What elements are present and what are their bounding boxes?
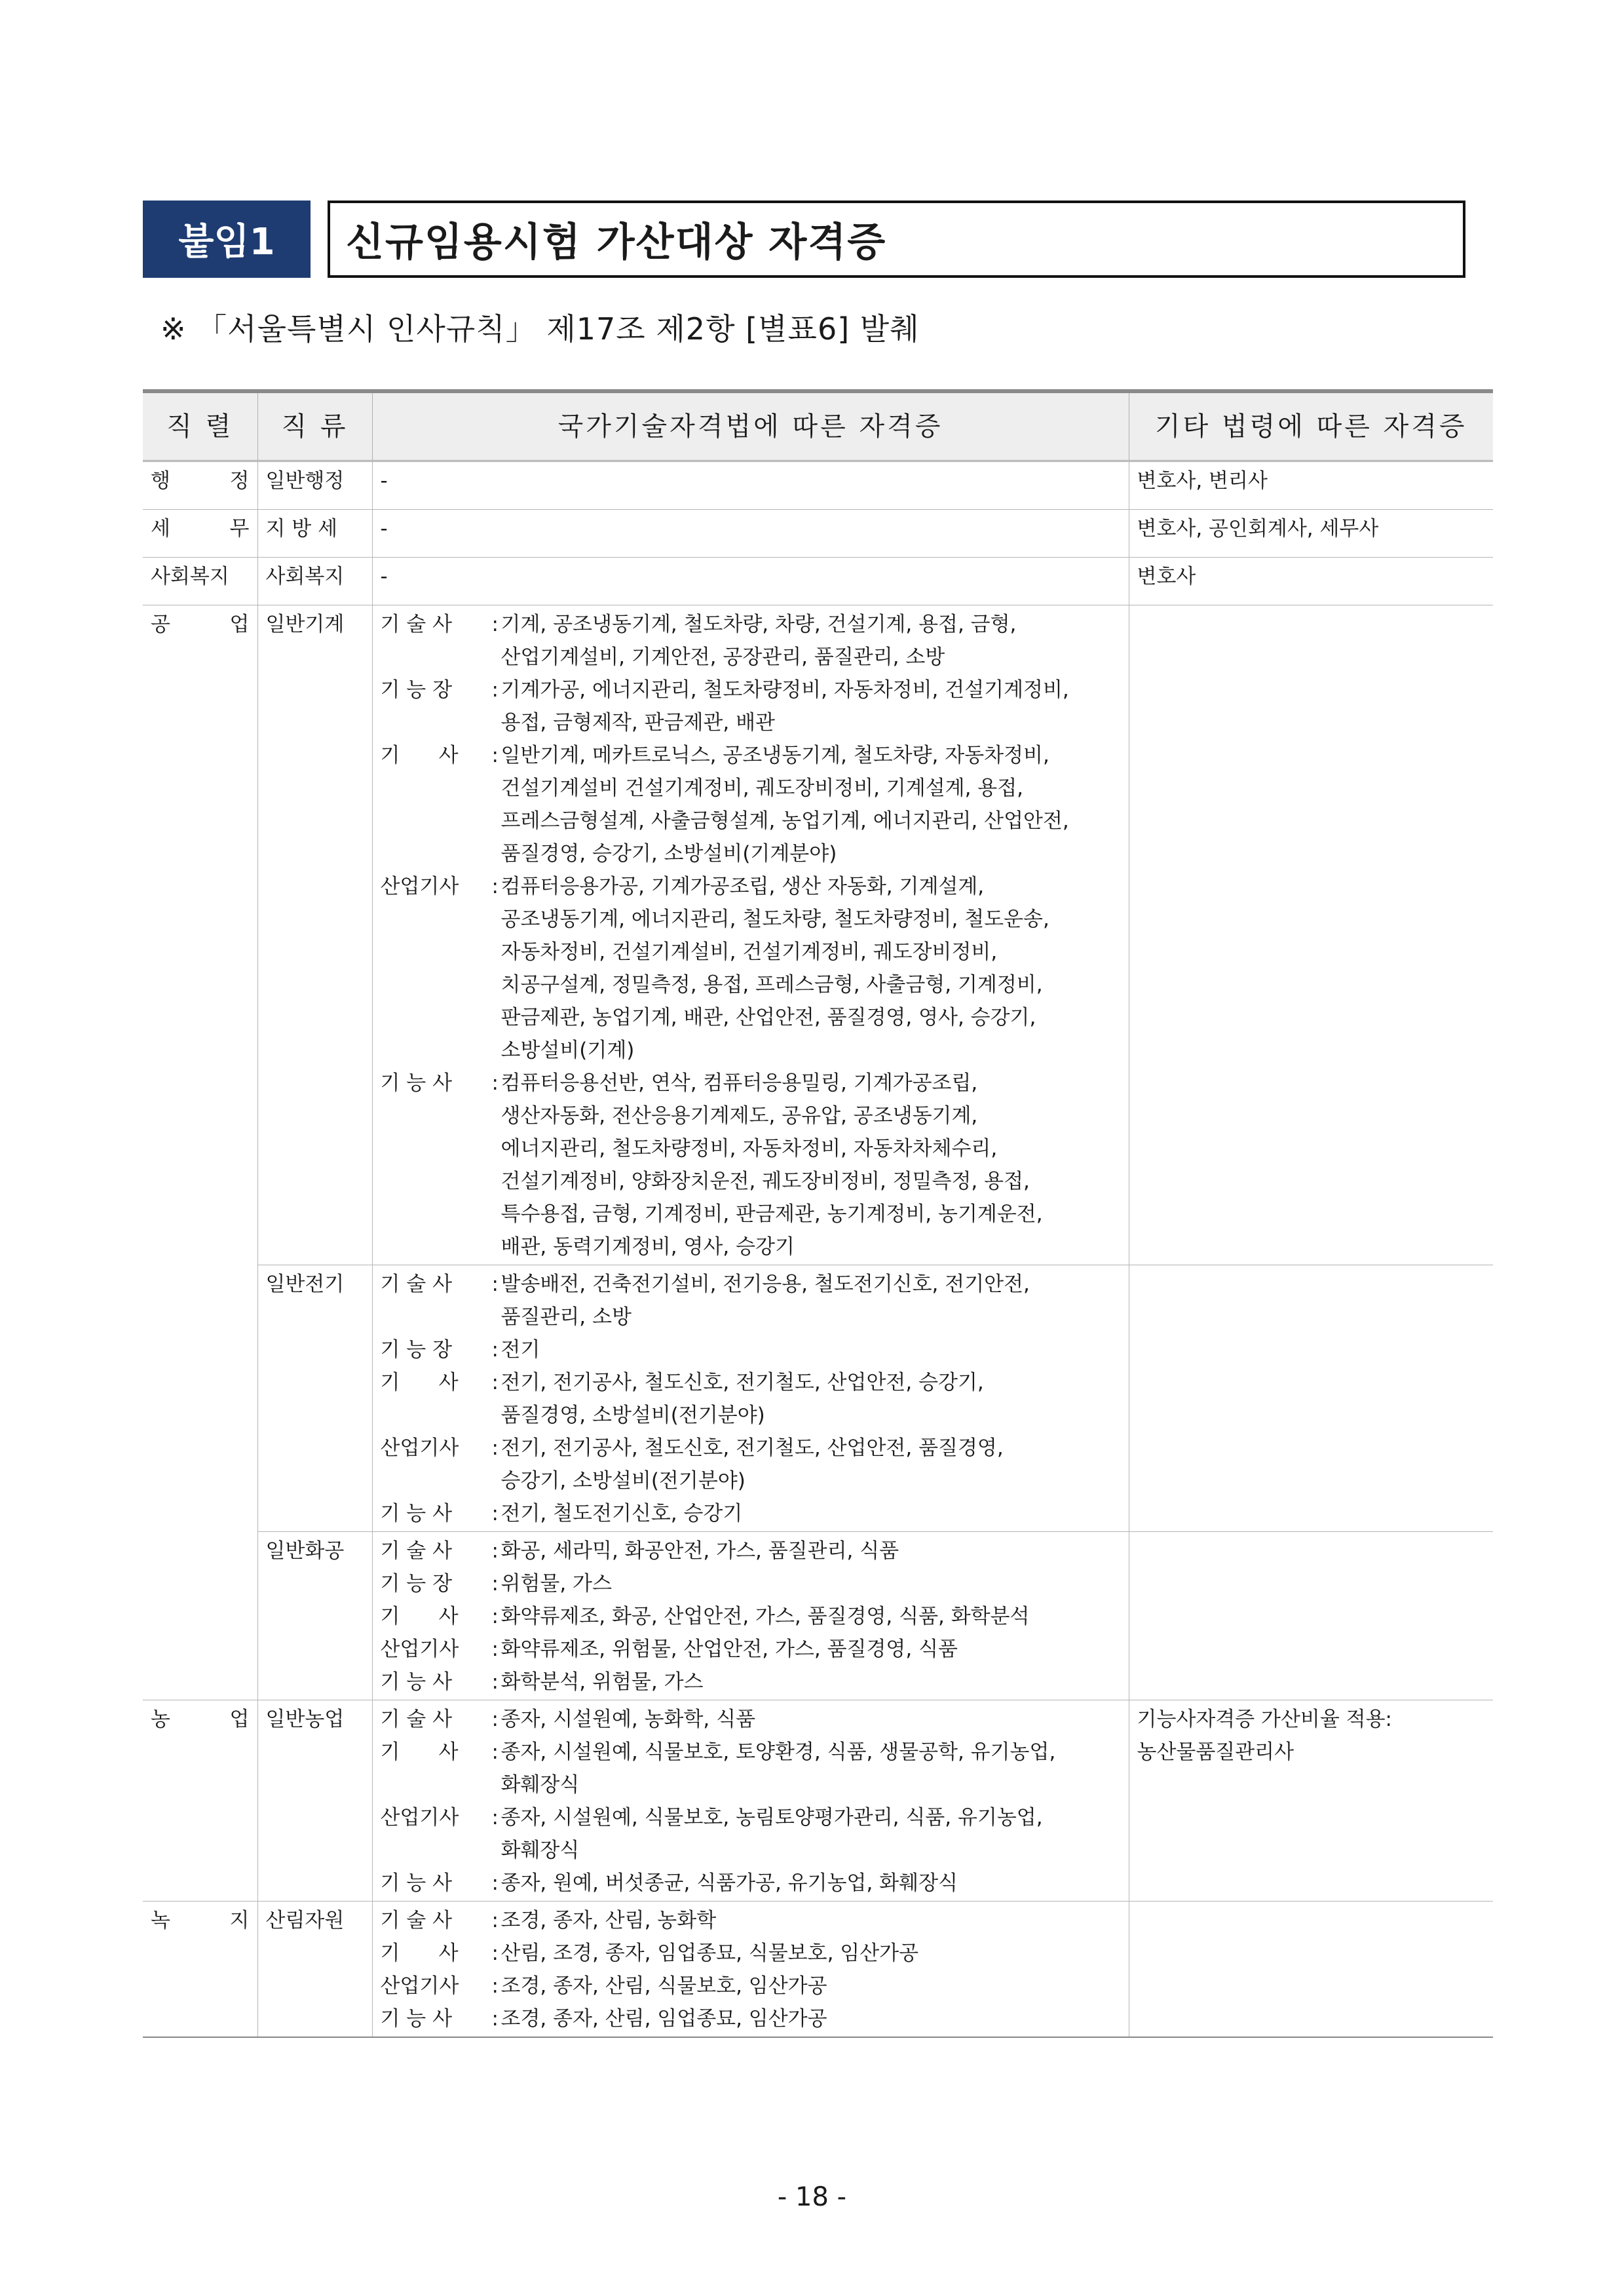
level-separator: : xyxy=(491,1637,499,1661)
level-name: 기 사 xyxy=(380,1942,459,1965)
table-header-row xyxy=(143,391,1493,461)
level-name: 기 능 장 xyxy=(380,678,453,702)
level-name: 기 능 사 xyxy=(380,1071,453,1095)
qualification-level xyxy=(381,674,1121,739)
level-name: 기 능 사 xyxy=(380,2007,453,2031)
qualification-level-label xyxy=(381,1867,501,1900)
qualification-level xyxy=(381,1666,1121,1698)
qualification-line: 화약류제조, 위험물, 산업안전, 가스, 품질경영, 식품 xyxy=(500,1637,958,1661)
qualification-level-label xyxy=(381,608,501,674)
qualification-list xyxy=(501,1567,1121,1600)
qualification-level xyxy=(381,1736,1121,1801)
other-qualification-line: 기능사자격증 가산비율 적용: xyxy=(1137,1708,1393,1731)
qualification-line: - xyxy=(380,517,388,541)
series-cell xyxy=(143,510,257,558)
qualification-list xyxy=(501,1600,1121,1633)
header-series: 직 렬 xyxy=(143,391,257,461)
qualification-line: 배관, 동력기계정비, 영사, 승강기 xyxy=(500,1235,795,1259)
qualification-list xyxy=(501,1497,1121,1530)
qualification-line: 종자, 시설원예, 농화학, 식품 xyxy=(500,1708,756,1731)
qualification-line: 소방설비(기계) xyxy=(500,1039,635,1062)
level-separator: : xyxy=(491,678,499,702)
level-separator: : xyxy=(491,1708,499,1731)
level-name: 기 술 사 xyxy=(380,1272,453,1296)
national-qualifications-cell xyxy=(372,558,1129,605)
qualification-line: 산업기계설비, 기계안전, 공장관리, 품질관리, 소방 xyxy=(500,645,945,669)
page-header xyxy=(143,201,1465,278)
qualification-level xyxy=(381,1904,1121,1937)
other-qualifications-cell xyxy=(1129,1265,1493,1532)
field-cell: 일반전기 xyxy=(257,1265,372,1532)
series-name xyxy=(151,1904,250,1937)
level-name: 기 사 xyxy=(380,1605,459,1628)
table-row xyxy=(143,1700,1493,1902)
page-number: - 18 - xyxy=(777,2182,847,2212)
qualification-level-label xyxy=(381,1366,501,1432)
page-title: 신규임용시험 가산대상 자격증 xyxy=(328,201,1465,278)
level-separator: : xyxy=(491,2007,499,2031)
qualification-level xyxy=(381,1937,1121,1970)
series-name xyxy=(151,512,250,545)
qualification-level xyxy=(381,870,1121,1067)
qualification-line: 품질관리, 소방 xyxy=(500,1305,632,1329)
level-separator: : xyxy=(491,1670,499,1694)
series-cell xyxy=(143,1700,257,1902)
qualification-level-label xyxy=(381,1666,501,1698)
qualification-line: 종자, 원예, 버섯종균, 식품가공, 유기농업, 화훼장식 xyxy=(500,1871,958,1895)
qualification-level-label xyxy=(381,1268,501,1333)
level-name: 산업기사 xyxy=(380,1974,459,1998)
qualification-list xyxy=(501,2002,1121,2035)
qualification-line: 자동차정비, 건설기계설비, 건설기계정비, 궤도장비정비, xyxy=(500,940,998,964)
qualification-line: 기계, 공조냉동기계, 철도차량, 차량, 건설기계, 용접, 금형, xyxy=(500,613,1017,636)
qualification-level-label xyxy=(381,2002,501,2035)
national-qualifications-cell xyxy=(372,510,1129,558)
level-name: 기 술 사 xyxy=(380,613,453,636)
level-separator: : xyxy=(491,1974,499,1998)
qualification-line: 종자, 시설원예, 식물보호, 농림토양평가관리, 식품, 유기농업, xyxy=(500,1806,1043,1829)
series-name xyxy=(151,465,250,497)
qualification-list xyxy=(501,1268,1121,1333)
source-note: ※ 「서울특별시 인사규칙」 제17조 제2항 [별표6] 발췌 xyxy=(161,311,920,347)
level-separator: : xyxy=(491,1572,499,1596)
field-cell: 산림자원 xyxy=(257,1902,372,2038)
other-qualifications-cell: 변호사, 변리사 xyxy=(1129,461,1493,510)
table-row xyxy=(143,605,1493,1265)
other-qualifications-cell xyxy=(1129,1700,1493,1902)
national-qualifications-cell xyxy=(372,605,1129,1265)
level-name: 기 사 xyxy=(380,1740,459,1764)
level-name: 기 능 장 xyxy=(380,1338,453,1362)
level-separator: : xyxy=(491,1071,499,1095)
level-separator: : xyxy=(491,875,499,898)
table-row xyxy=(143,510,1493,558)
field-cell: 지 방 세 xyxy=(257,510,372,558)
field-cell: 일반행정 xyxy=(257,461,372,510)
table-row xyxy=(143,461,1493,510)
header-field: 직 류 xyxy=(257,391,372,461)
header-national-qualifications: 국가기술자격법에 따른 자격증 xyxy=(372,391,1129,461)
level-name: 기 술 사 xyxy=(380,1539,453,1563)
qualification-level xyxy=(381,1867,1121,1900)
qualification-level-label xyxy=(381,1633,501,1666)
level-name: 산업기사 xyxy=(380,1806,459,1829)
series-char: 지 xyxy=(229,1909,250,1932)
field-cell: 일반화공 xyxy=(257,1532,372,1700)
qualification-line: 용접, 금형제작, 판금제관, 배관 xyxy=(500,711,775,735)
series-cell xyxy=(143,1902,257,2038)
level-name: 기 능 사 xyxy=(380,1502,453,1525)
level-name: 기 사 xyxy=(380,1371,459,1394)
series-char: 세 xyxy=(151,517,170,541)
qualification-line: 조경, 종자, 산림, 임업종묘, 임산가공 xyxy=(500,2007,827,2031)
series-name xyxy=(151,1703,250,1736)
other-qualifications-cell: 변호사, 공인회계사, 세무사 xyxy=(1129,510,1493,558)
qualification-table xyxy=(143,389,1493,2038)
qualification-line: 컴퓨터응용선반, 연삭, 컴퓨터응용밀링, 기계가공조립, xyxy=(500,1071,978,1095)
qualification-list xyxy=(501,1703,1121,1736)
table-row xyxy=(143,1902,1493,2038)
qualification-list xyxy=(501,1867,1121,1900)
qualification-line: 조경, 종자, 산림, 농화학 xyxy=(500,1909,717,1932)
qualification-list xyxy=(501,1970,1121,2002)
qualification-level-label xyxy=(381,674,501,739)
qualification-line: 조경, 종자, 산림, 식물보호, 임산가공 xyxy=(500,1974,827,1998)
qualification-line: 화공, 세라믹, 화공안전, 가스, 품질관리, 식품 xyxy=(500,1539,899,1563)
level-name: 기 능 사 xyxy=(380,1871,453,1895)
qualification-level xyxy=(381,2002,1121,2035)
level-name: 기 술 사 xyxy=(380,1909,453,1932)
qualification-line: 특수용접, 금형, 기계정비, 판금제관, 농기계정비, 농기계운전, xyxy=(500,1202,1043,1226)
qualification-list xyxy=(501,608,1121,674)
series-char: 행 xyxy=(151,469,170,493)
qualification-level xyxy=(381,1703,1121,1736)
qualification-level-label xyxy=(381,1497,501,1530)
level-separator: : xyxy=(491,1871,499,1895)
field-cell: 일반기계 xyxy=(257,605,372,1265)
qualification-list xyxy=(501,1904,1121,1937)
qualification-line: 품질경영, 소방설비(전기분야) xyxy=(500,1404,765,1427)
header-other-qualifications: 기타 법령에 따른 자격증 xyxy=(1129,391,1493,461)
qualification-level xyxy=(381,1497,1121,1530)
level-separator: : xyxy=(491,1942,499,1965)
series-char: 정 xyxy=(229,469,250,493)
level-separator: : xyxy=(491,1909,499,1932)
level-separator: : xyxy=(491,1272,499,1296)
qualification-level-label xyxy=(381,870,501,1067)
qualification-level xyxy=(381,739,1121,870)
level-name: 기 술 사 xyxy=(380,1708,453,1731)
qualification-list xyxy=(501,1067,1121,1263)
level-separator: : xyxy=(491,1502,499,1525)
qualification-level-label xyxy=(381,739,501,870)
qualification-level xyxy=(381,1633,1121,1666)
qualification-line: 건설기계정비, 양화장치운전, 궤도장비정비, 정밀측정, 용접, xyxy=(500,1170,1030,1193)
qualification-level xyxy=(381,1600,1121,1633)
qualification-line: 화훼장식 xyxy=(500,1773,580,1797)
qualification-list xyxy=(501,1366,1121,1432)
qualification-list xyxy=(501,1801,1121,1867)
qualification-level-label xyxy=(381,1333,501,1366)
qualification-line: 생산자동화, 전산응용기계제도, 공유압, 공조냉동기계, xyxy=(500,1104,978,1128)
series-cell xyxy=(143,605,257,1700)
qualification-list xyxy=(501,1432,1121,1497)
national-qualifications-cell xyxy=(372,1532,1129,1700)
level-separator: : xyxy=(491,1806,499,1829)
qualification-list xyxy=(501,870,1121,1067)
level-name: 기 능 사 xyxy=(380,1670,453,1694)
qualification-level-label xyxy=(381,1937,501,1970)
qualification-level-label xyxy=(381,1801,501,1867)
qualification-line: - xyxy=(380,469,388,493)
field-cell: 사회복지 xyxy=(257,558,372,605)
qualification-list xyxy=(501,1535,1121,1567)
series-char: 무 xyxy=(229,517,250,541)
field-cell: 일반농업 xyxy=(257,1700,372,1902)
level-separator: : xyxy=(491,1436,499,1460)
qualification-line: 위험물, 가스 xyxy=(500,1572,612,1596)
level-name: 산업기사 xyxy=(380,1637,459,1661)
series-char: 녹 xyxy=(151,1909,170,1932)
series-char: 업 xyxy=(229,1708,250,1731)
qualification-line: 산림, 조경, 종자, 임업종묘, 식물보호, 임산가공 xyxy=(500,1942,919,1965)
level-separator: : xyxy=(491,1338,499,1362)
other-qualification-line: 농산물품질관리사 xyxy=(1137,1740,1294,1764)
qualification-line: 화약류제조, 화공, 산업안전, 가스, 품질경영, 식품, 화학분석 xyxy=(500,1605,1030,1628)
qualification-line: 전기 xyxy=(500,1338,540,1362)
national-qualifications-cell xyxy=(372,1700,1129,1902)
qualification-level-label xyxy=(381,1904,501,1937)
qualification-level xyxy=(381,608,1121,674)
qualification-level-label xyxy=(381,1535,501,1567)
level-name: 산업기사 xyxy=(380,875,459,898)
qualification-level xyxy=(381,1535,1121,1567)
qualification-line: 승강기, 소방설비(전기분야) xyxy=(500,1469,746,1493)
qualification-line: 종자, 시설원예, 식물보호, 토양환경, 식품, 생물공학, 유기농업, xyxy=(500,1740,1056,1764)
qualification-level-label xyxy=(381,1432,501,1497)
level-separator: : xyxy=(491,1539,499,1563)
series-name xyxy=(151,560,250,593)
attachment-tag: 붙임1 xyxy=(143,201,311,278)
level-name: 기 사 xyxy=(380,744,459,767)
national-qualifications-cell xyxy=(372,461,1129,510)
qualification-line: 품질경영, 승강기, 소방설비(기계분야) xyxy=(500,842,837,866)
qualification-level-label xyxy=(381,1567,501,1600)
qualification-list xyxy=(501,1736,1121,1801)
other-qualifications-cell xyxy=(1129,1902,1493,2038)
qualification-level-label xyxy=(381,1736,501,1801)
qualification-level xyxy=(381,1268,1121,1333)
qualification-level-label xyxy=(381,1703,501,1736)
level-name: 산업기사 xyxy=(380,1436,459,1460)
series-cell xyxy=(143,461,257,510)
qualification-line: 전기, 전기공사, 철도신호, 전기철도, 산업안전, 승강기, xyxy=(500,1371,984,1394)
series-char: 공 xyxy=(151,613,170,636)
qualification-level xyxy=(381,1432,1121,1497)
qualification-list xyxy=(501,739,1121,870)
other-qualifications-cell xyxy=(1129,605,1493,1265)
qualification-line: 건설기계설비 건설기계정비, 궤도장비정비, 기계설계, 용접, xyxy=(500,776,1024,800)
qualification-level xyxy=(381,1970,1121,2002)
national-qualifications-cell xyxy=(372,1265,1129,1532)
qualification-line: 화훼장식 xyxy=(500,1839,580,1862)
qualification-line: 치공구설계, 정밀측정, 용접, 프레스금형, 사출금형, 기계정비, xyxy=(500,973,1043,997)
qualification-line: 공조냉동기계, 에너지관리, 철도차량, 철도차량정비, 철도운송, xyxy=(500,908,1049,931)
table-row xyxy=(143,1265,1493,1532)
level-separator: : xyxy=(491,1740,499,1764)
qualification-line: 프레스금형설계, 사출금형설계, 농업기계, 에너지관리, 산업안전, xyxy=(500,809,1069,833)
series-char: 업 xyxy=(229,613,250,636)
qualification-list xyxy=(501,1633,1121,1666)
qualification-list xyxy=(501,1666,1121,1698)
series-char: 농 xyxy=(151,1708,170,1731)
qualification-line: 전기, 철도전기신호, 승강기 xyxy=(500,1502,743,1525)
qualification-list xyxy=(501,1333,1121,1366)
qualification-line: - xyxy=(380,565,388,588)
qualification-list xyxy=(501,1937,1121,1970)
qualification-line: 판금제관, 농업기계, 배관, 산업안전, 품질경영, 영사, 승강기, xyxy=(500,1006,1036,1029)
qualification-level xyxy=(381,1067,1121,1263)
series-cell xyxy=(143,558,257,605)
qualification-level xyxy=(381,1333,1121,1366)
level-separator: : xyxy=(491,613,499,636)
table-row xyxy=(143,1532,1493,1700)
other-qualifications-cell: 변호사 xyxy=(1129,558,1493,605)
qualification-list xyxy=(501,674,1121,739)
qualification-level-label xyxy=(381,1970,501,2002)
level-name: 기 능 장 xyxy=(380,1572,453,1596)
qualification-level-label xyxy=(381,1600,501,1633)
qualification-line: 전기, 전기공사, 철도신호, 전기철도, 산업안전, 품질경영, xyxy=(500,1436,1004,1460)
qualification-level xyxy=(381,1567,1121,1600)
qualification-line: 기계가공, 에너지관리, 철도차량정비, 자동차정비, 건설기계정비, xyxy=(500,678,1069,702)
series-name xyxy=(151,608,250,641)
national-qualifications-cell xyxy=(372,1902,1129,2038)
qualification-line: 에너지관리, 철도차량정비, 자동차정비, 자동차차체수리, xyxy=(500,1137,998,1160)
other-qualifications-cell xyxy=(1129,1532,1493,1700)
level-separator: : xyxy=(491,1605,499,1628)
level-separator: : xyxy=(491,1371,499,1394)
qualification-line: 발송배전, 건축전기설비, 전기응용, 철도전기신호, 전기안전, xyxy=(500,1272,1030,1296)
qualification-line: 화학분석, 위험물, 가스 xyxy=(500,1670,704,1694)
table-row xyxy=(143,558,1493,605)
series-char: 사회복지 xyxy=(151,565,229,588)
level-separator: : xyxy=(491,744,499,767)
qualification-line: 컴퓨터응용가공, 기계가공조립, 생산 자동화, 기계설계, xyxy=(500,875,985,898)
qualification-level xyxy=(381,1801,1121,1867)
qualification-level xyxy=(381,1366,1121,1432)
qualification-line: 일반기계, 메카트로닉스, 공조냉동기계, 철도차량, 자동차정비, xyxy=(500,744,1049,767)
qualification-level-label xyxy=(381,1067,501,1263)
